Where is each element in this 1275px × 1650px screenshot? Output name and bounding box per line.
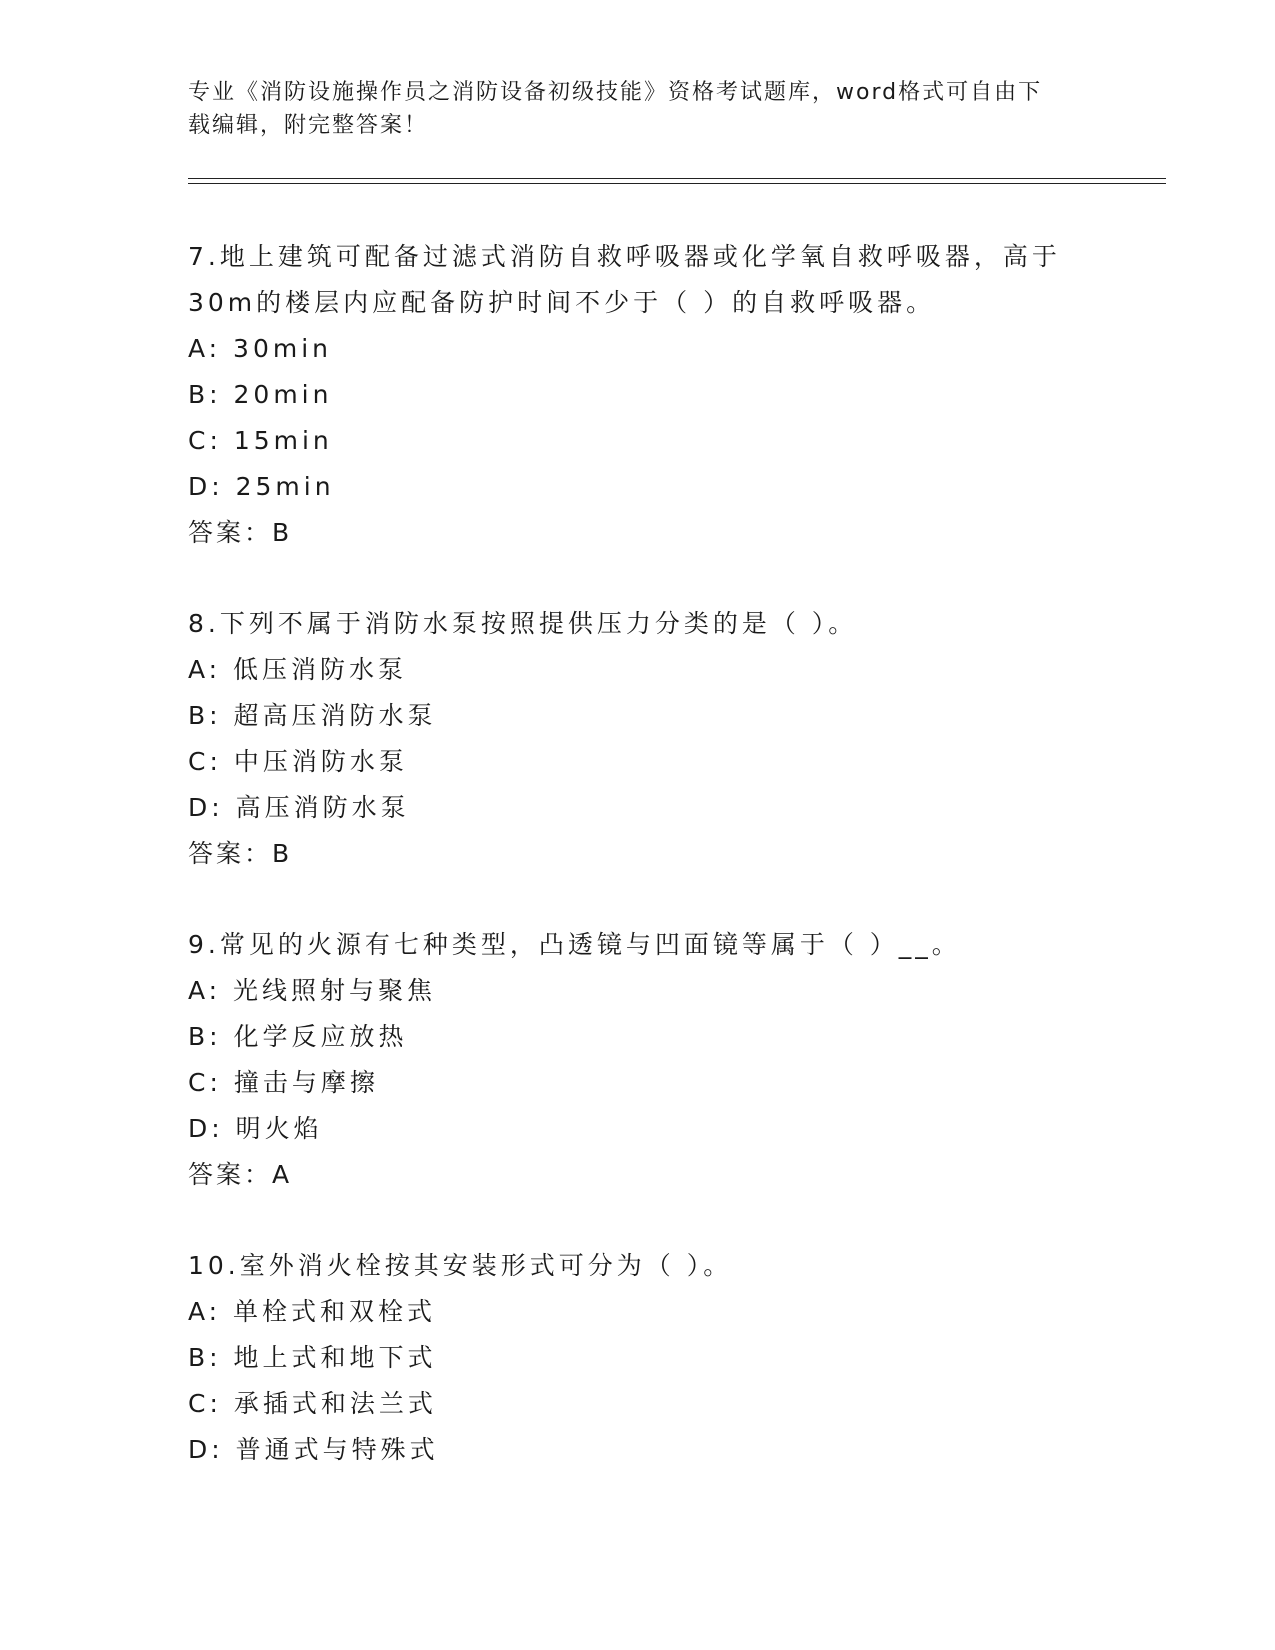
option-a: A: 30min [188, 334, 332, 363]
question-8 [188, 601, 1088, 877]
option-a: A: 单栓式和双栓式 [188, 1297, 437, 1326]
question-list [188, 234, 1088, 1518]
header-line-2: 载编辑，附完整答案！ [188, 113, 429, 138]
option-c: C: 撞击与摩擦 [188, 1068, 379, 1097]
header-divider-top [188, 178, 1166, 179]
option-d: D: 普通式与特殊式 [188, 1435, 439, 1464]
option-d: D: 25min [188, 472, 335, 501]
option-a: A: 光线照射与聚焦 [188, 976, 437, 1005]
answer: 答案：B [188, 518, 293, 547]
question-stem-continued: 30m的楼层内应配备防护时间不少于（ ）的自救呼吸器。 [188, 288, 936, 317]
question-stem: 8.下列不属于消防水泵按照提供压力分类的是（ ）。 [188, 609, 858, 638]
option-b: B: 超高压消防水泵 [188, 701, 437, 730]
option-b: B: 地上式和地下式 [188, 1343, 437, 1372]
question-stem: 7.地上建筑可配备过滤式消防自救呼吸器或化学氧自救呼吸器，高于 [188, 242, 1061, 271]
header-divider-bottom [188, 183, 1166, 184]
option-c: C: 承插式和法兰式 [188, 1389, 437, 1418]
header-line-1: 专业《消防设施操作员之消防设备初级技能》资格考试题库，word格式可自由下 [188, 80, 1043, 105]
question-10 [188, 1243, 1088, 1473]
option-b: B: 20min [188, 380, 333, 409]
option-b: B: 化学反应放热 [188, 1022, 408, 1051]
question-stem: 10.室外消火栓按其安装形式可分为（ ）。 [188, 1251, 733, 1280]
option-d: D: 高压消防水泵 [188, 793, 410, 822]
question-9 [188, 922, 1088, 1198]
option-c: C: 中压消防水泵 [188, 747, 408, 776]
question-7 [188, 234, 1088, 556]
question-stem: 9.常见的火源有七种类型，凸透镜与凹面镜等属于（ ）__。 [188, 930, 961, 959]
option-a: A: 低压消防水泵 [188, 655, 408, 684]
document-header [188, 76, 1088, 142]
option-d: D: 明火焰 [188, 1114, 323, 1143]
answer: 答案：B [188, 839, 293, 868]
answer: 答案：A [188, 1160, 293, 1189]
option-c: C: 15min [188, 426, 333, 455]
